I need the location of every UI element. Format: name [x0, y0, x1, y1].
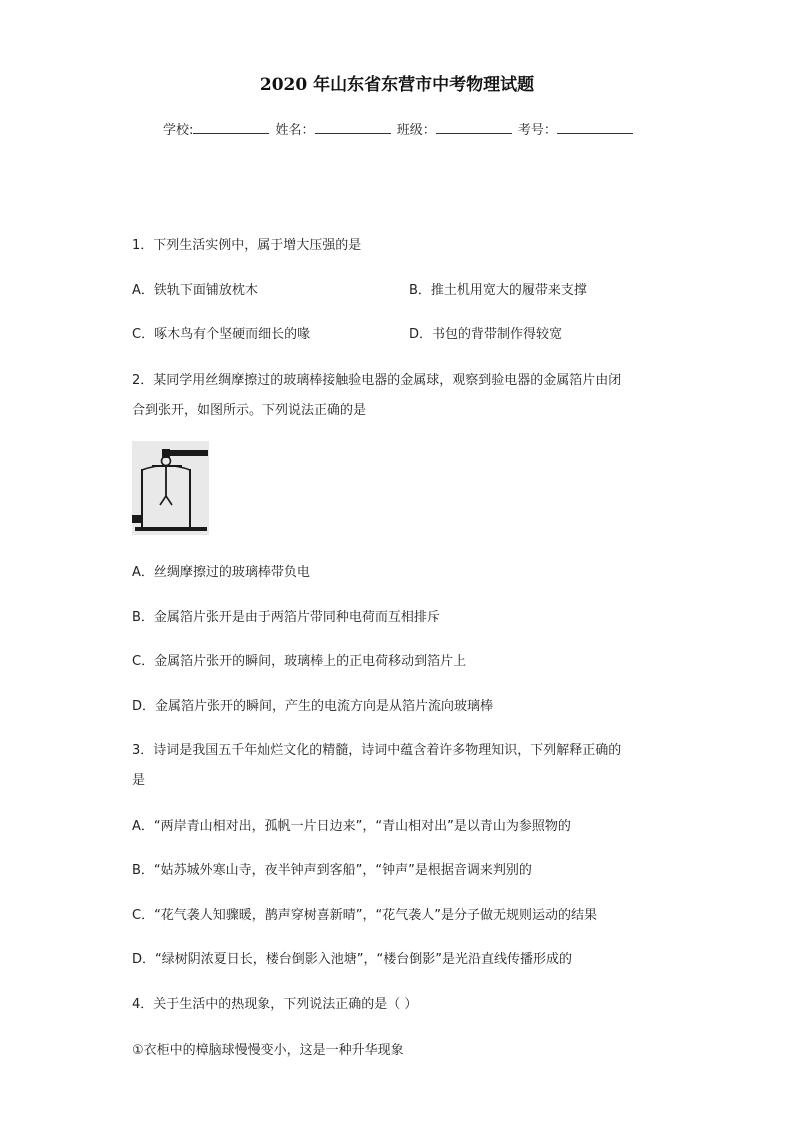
name-blank	[315, 120, 391, 134]
class-blank	[436, 120, 512, 134]
electroscope-figure	[132, 441, 209, 535]
exam-no-label: 考号：	[517, 123, 557, 138]
q1-option-b: B．推土机用宽大的履带来支撑	[409, 283, 587, 298]
q2-option-a: A．丝绸摩擦过的玻璃棒带负电	[132, 565, 310, 580]
q2-option-d: D．金属箔片张开的瞬间，产生的电流方向是从箔片流向玻璃棒	[132, 699, 494, 714]
q2-option-c: C．金属箔片张开的瞬间，玻璃棒上的正电荷移动到箔片上	[132, 654, 467, 669]
q1-option-d: D．书包的背带制作得较宽	[409, 327, 563, 342]
q4-item-1: ①衣柜中的樟脑球慢慢变小，这是一种升华现象	[132, 1043, 404, 1058]
school-blank	[193, 120, 269, 134]
electroscope-icon	[132, 441, 209, 535]
q3-stem-line2: 是	[132, 773, 146, 788]
q2-stem-line2: 合到张开，如图所示。下列说法正确的是	[132, 403, 367, 418]
q3-option-a: A．“两岸青山相对出，孤帆一片日边来”，“青山相对出”是以青山为参照物的	[132, 819, 571, 834]
q3-option-b: B．“姑苏城外寒山寺，夜半钟声到客船”，“钟声”是根据音调来判别的	[132, 863, 532, 878]
q3-stem-line1: 3．诗词是我国五千年灿烂文化的精髓，诗词中蕴含着许多物理知识，下列解释正确的	[132, 743, 622, 758]
q1-option-a: A．铁轨下面铺放枕木	[132, 283, 258, 298]
q3-option-d: D．“绿树阴浓夏日长，楼台倒影入池塘”，“楼台倒影”是光沿直线传播形成的	[132, 952, 572, 967]
page-title: 2020 年山东省东营市中考物理试题	[259, 75, 535, 95]
name-label: 姓名：	[275, 123, 315, 138]
q2-stem-line1: 2．某同学用丝绸摩擦过的玻璃棒接触验电器的金属球，观察到验电器的金属箔片由闭	[132, 373, 622, 388]
q4-stem: 4．关于生活中的热现象，下列说法正确的是（ ）	[132, 997, 418, 1012]
q1-stem: 1．下列生活实例中，属于增大压强的是	[132, 238, 362, 253]
q1-option-c: C．啄木鸟有个坚硬而细长的喙	[132, 327, 311, 342]
exam-no-blank	[557, 120, 633, 134]
student-info-row	[163, 119, 635, 138]
q3-option-c: C．“花气袭人知骤暖，鹊声穿树喜新晴”，“花气袭人”是分子做无规则运动的结果	[132, 908, 598, 923]
q2-option-b: B．金属箔片张开是由于两箔片带同种电荷而互相排斥	[132, 610, 440, 625]
class-label: 班级：	[396, 123, 436, 138]
school-label: 学校:	[163, 123, 194, 138]
